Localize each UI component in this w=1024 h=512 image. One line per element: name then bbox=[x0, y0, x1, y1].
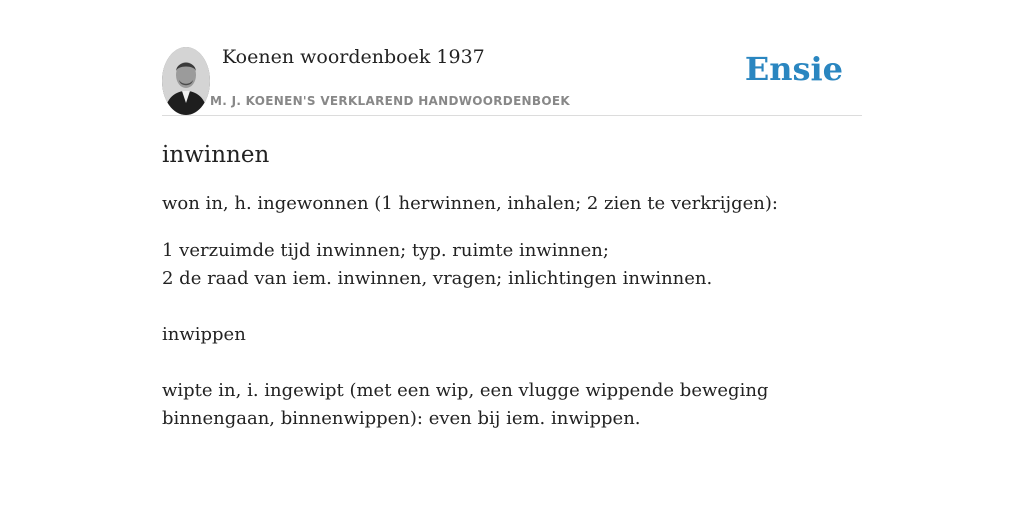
site-header bbox=[162, 45, 862, 116]
examples-block bbox=[162, 237, 862, 293]
site-subtitle: M. J. KOENEN'S VERKLAREND HANDWOORDENBOEK bbox=[210, 94, 570, 108]
author-portrait-image bbox=[162, 47, 210, 115]
site-title[interactable]: Koenen woordenboek 1937 bbox=[222, 46, 485, 68]
next-definition-text: wipte in, i. ingewipt (met een wip, een vlugge wippende beweging binnengaan, binnenwippen): even bij iem. inwippen. bbox=[162, 380, 769, 429]
example-1: 1 verzuimde tijd inwinnen; typ. ruimte inwinnen; bbox=[162, 240, 609, 261]
ensie-logo-link[interactable]: Ensie bbox=[744, 50, 843, 88]
entry-content bbox=[162, 139, 862, 433]
author-portrait bbox=[162, 47, 210, 115]
next-headword: inwippen bbox=[162, 324, 246, 345]
example-2: 2 de raad van iem. inwinnen, vragen; inlichtingen inwinnen. bbox=[162, 268, 713, 289]
spacer bbox=[162, 293, 862, 321]
page-title: inwinnen bbox=[162, 142, 270, 168]
spacer bbox=[162, 349, 862, 377]
definition-text: won in, h. ingewonnen (1 herwinnen, inhalen; 2 zien te verkrijgen): bbox=[162, 193, 778, 214]
